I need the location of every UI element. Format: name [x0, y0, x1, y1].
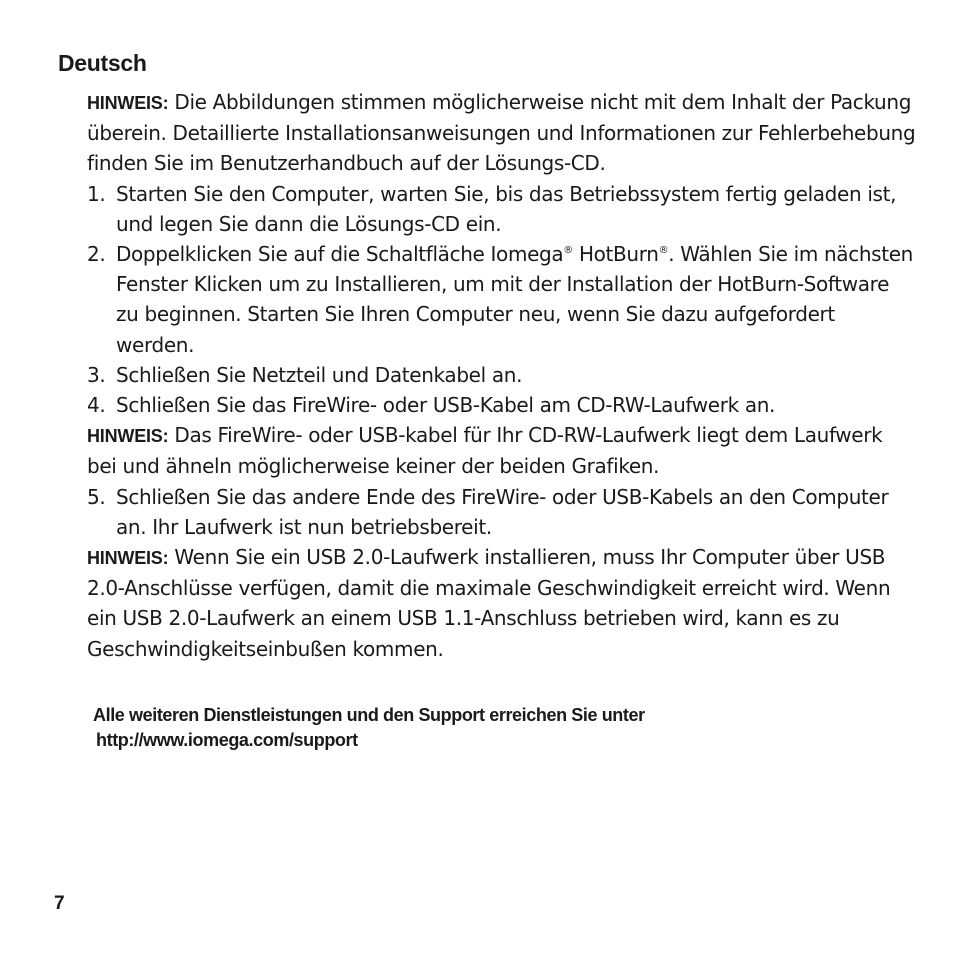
- registered-mark: ®: [658, 245, 669, 257]
- step-number: 4.: [87, 393, 106, 418]
- step-5: [87, 482, 917, 542]
- step-text-part: . Wählen Sie im nächsten Fenster Klicken um zu Installieren, um mit der Installation der HotBurn-Software zu beginnen. Starten Sie Ihren Computer neu, wenn Sie dazu aufgefordert werden.: [116, 242, 914, 357]
- section-heading: Deutsch: [58, 50, 147, 76]
- step-text-part: HotBurn: [572, 242, 659, 267]
- step-text: [116, 239, 917, 360]
- step-4: [87, 390, 917, 420]
- step-text-part: Doppelklicken Sie auf die Schaltfläche Iomega: [116, 242, 564, 267]
- step-2: [87, 239, 917, 360]
- intro-note: [87, 87, 917, 179]
- note-label: HINWEIS:: [87, 426, 169, 447]
- step-number: 2.: [87, 242, 106, 267]
- step-text: Starten Sie den Computer, warten Sie, bis das Betriebssystem fertig geladen ist, und legen Sie dann die Lösungs-CD ein.: [116, 181, 897, 236]
- cable-note: [87, 420, 917, 481]
- step-text: Schließen Sie das FireWire- oder USB-Kabel am CD-RW-Laufwerk an.: [116, 393, 776, 418]
- usb-note: [87, 542, 917, 664]
- cable-note-text: Das FireWire- oder USB-kabel für Ihr CD-RW-Laufwerk liegt dem Laufwerk bei und ähneln möglicherweise keiner der beiden Grafiken.: [87, 423, 883, 479]
- step-number: 1.: [87, 181, 106, 206]
- note-label: HINWEIS:: [87, 93, 169, 113]
- support-url: http://www.iomega.com/support: [96, 730, 358, 750]
- instructions-body: [87, 87, 917, 664]
- support-line: Alle weiteren Dienstleistungen und den Support erreichen Sie unter: [93, 705, 645, 725]
- step-3: [87, 360, 917, 390]
- intro-note-text: Die Abbildungen stimmen möglicherweise nicht mit dem Inhalt der Packung überein. Detaillierte Installationsanweisungen und Informationen zur Fehlerbehebung finden Sie im Benutzerhandbuch auf der Lösungs-CD.: [87, 90, 916, 176]
- step-1: [87, 179, 917, 239]
- usb-note-text: Wenn Sie ein USB 2.0-Laufwerk installieren, muss Ihr Computer über USB 2.0-Anschlüsse verfügen, damit die maximale Geschwindigkeit erreicht wird. Wenn ein USB 2.0-Laufwerk an einem USB 1.1-Anschluss betrieben wird, kann es zu Geschwindigkeitseinbußen kommen.: [87, 545, 891, 661]
- step-text: Schließen Sie das andere Ende des FireWire- oder USB-Kabels an den Computer an. Ihr Laufwerk ist nun betriebsbereit.: [116, 484, 889, 539]
- page-number: 7: [54, 893, 65, 914]
- note-label: HINWEIS:: [87, 548, 169, 569]
- registered-mark: ®: [563, 245, 573, 257]
- step-number: 5.: [87, 484, 106, 509]
- support-info: [93, 703, 645, 753]
- step-text: Schließen Sie Netzteil und Datenkabel an.: [116, 362, 523, 387]
- step-number: 3.: [87, 362, 106, 387]
